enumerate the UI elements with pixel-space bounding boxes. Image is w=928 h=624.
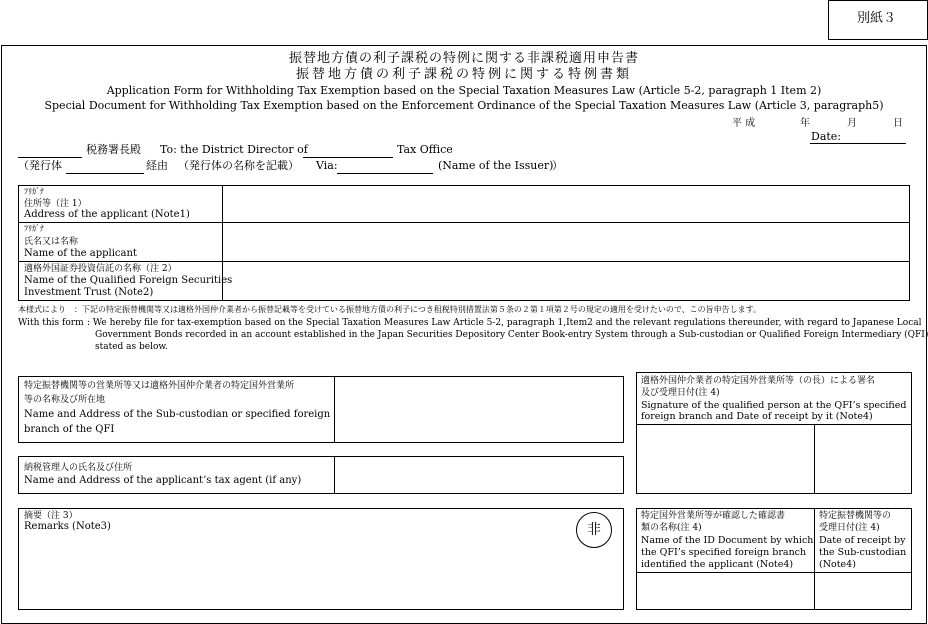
signature-box-divider	[814, 424, 815, 494]
applicant-name-jp: 氏名又は名称	[24, 237, 79, 247]
tax-office-jp-blank	[18, 157, 82, 158]
declaration-en-3: stated as below.	[95, 342, 168, 352]
applicant-row-line-1	[18, 222, 910, 223]
applicant-row-line-2	[18, 261, 910, 262]
subcustodian-divider	[334, 376, 335, 443]
subcustodian-field[interactable]	[338, 378, 620, 440]
declaration-en-label: With this form	[18, 318, 84, 328]
date-heisei: 平 成	[732, 118, 756, 129]
title-en-2: Special Document for Withholding Tax Exemption based on the Enforcement Ordinance of the Special Taxation Measures Law (Article 3, paragraph5)	[44, 99, 884, 112]
to-label: To: the District Director of	[160, 143, 308, 156]
declaration-en-1: : We hereby file for tax-exemption based on the Special Taxation Measures Law Article 5-2, paragraph 1,Item2 and the relevant regulations thereunder, with regard to Japanese Local	[87, 318, 922, 328]
trust-name-en-2: Investment Trust (Note2)	[24, 287, 154, 298]
receipt-jp-1: 特定振替機関等の	[819, 511, 892, 521]
declaration-jp: 本様式により ：下記の特定振替機関等又は適格外国仲介業者から振替記載等を受けている振替地方債の利子につき租税特別措置法第５条の２第１項第２号の規定の適用を受けたいので、この旨申告します。	[18, 305, 762, 314]
applicant-name-en: Name of the applicant	[24, 248, 137, 259]
applicant-name-field[interactable]	[226, 225, 906, 259]
trust-name-jp: 適格外国証券投資信託の名称（注 2）	[24, 264, 177, 274]
remarks-jp: 摘要（注 3）	[24, 511, 78, 521]
tax-agent-jp: 納税管理人の氏名及び住所	[24, 463, 133, 473]
signature-box-line	[636, 424, 912, 425]
date-month: 月	[847, 118, 857, 129]
trust-name-field[interactable]	[226, 264, 906, 299]
applicant-address-jp: 住所等（注 1）	[24, 199, 87, 209]
applicant-address-en: Address of the applicant (Note1)	[24, 209, 190, 220]
receipt-date-field[interactable]	[818, 575, 908, 607]
id-doc-jp-2: 類の名称(注 4)	[641, 523, 702, 533]
receipt-en-1: Date of receipt by	[819, 535, 906, 546]
id-doc-en-1: Name of the ID Document by which	[641, 535, 814, 546]
tax-agent-en: Name and Address of the applicant’s tax agent (if any)	[24, 475, 302, 486]
receipt-jp-2: 受理日付(注 4)	[819, 523, 880, 533]
issuer-close-paren: ）	[552, 159, 563, 172]
remarks-field[interactable]	[24, 536, 574, 606]
id-doc-jp-1: 特定国外営業所等が確認した確認書	[641, 511, 786, 521]
non-taxable-stamp-char: 非	[587, 522, 601, 538]
date-label: Date:	[811, 130, 842, 143]
subcustodian-jp-1: 特定振替機関等の営業所等又は適格外国仲介業者の特定国外営業所	[24, 381, 295, 391]
applicant-name-furigana: ﾌﾘｶﾞﾅ	[24, 224, 44, 233]
issuer-jp-blank[interactable]	[66, 173, 144, 174]
declaration-en-2: Government Bonds recorded in an account established in the Japan Securities Depository Center Book-entry System through a Sub-custodian or Qualified Foreign Intermediary (QFI)	[95, 330, 928, 340]
id-document-field[interactable]	[640, 575, 810, 607]
signature-jp-2: 及び受理日付(注 4)	[641, 388, 720, 398]
trust-name-en-1: Name of the Qualified Foreign Securities	[24, 275, 233, 286]
tax-office-label: Tax Office	[397, 143, 453, 156]
signature-en-1: Signature of the qualified person at the QFI’s specified	[641, 400, 907, 411]
receipt-en-3: (Note4)	[819, 559, 856, 570]
via-jp: 経由	[146, 159, 168, 172]
remarks-en: Remarks (Note3)	[24, 521, 111, 532]
subcustodian-jp-2: 等の名称及び所在地	[24, 395, 106, 405]
via-label: Via:	[316, 159, 338, 172]
issuer-name-blank[interactable]	[337, 173, 433, 174]
issuer-note-jp: （発行体の名称を記載）	[178, 159, 299, 172]
issuer-prefix-jp: （発行体	[18, 159, 62, 172]
attachment-tag-label: 別紙３	[857, 11, 897, 26]
id-document-divider	[814, 508, 815, 610]
title-jp-2: 振替地方債の利子課税の特例に関する特例書類	[295, 67, 632, 82]
applicant-address-field[interactable]	[226, 188, 906, 220]
signature-jp-1: 適格外国仲介業者の特定国外営業所等（の長）による署名	[641, 376, 876, 386]
tax-agent-field[interactable]	[338, 458, 620, 491]
signature-field[interactable]	[640, 428, 810, 490]
attachment-tag	[828, 0, 928, 40]
subcustodian-en-1: Name and Address of the Sub-custodian or specified foreign	[24, 409, 331, 420]
applicant-address-furigana: ﾌﾘｶﾞﾅ	[24, 187, 44, 196]
subcustodian-en-2: branch of the QFI	[24, 424, 115, 435]
non-taxable-stamp	[576, 512, 612, 548]
district-director-jp: 税務署長殿	[86, 143, 141, 156]
id-doc-en-3: identified the applicant (Note4)	[641, 559, 794, 570]
id-document-line	[636, 572, 912, 573]
title-jp-1: 振替地方債の利子課税の特例に関する非課税適用申告書	[288, 51, 639, 66]
signature-en-2: foreign branch and Date of receipt by it (Note4)	[641, 411, 873, 422]
id-doc-en-2: the QFI’s specified foreign branch	[641, 547, 807, 558]
date-day: 日	[893, 118, 903, 129]
receipt-en-2: the Sub-custodian	[819, 547, 907, 558]
signature-date-field[interactable]	[818, 428, 908, 490]
date-year: 年	[800, 118, 810, 129]
tax-agent-divider	[334, 456, 335, 494]
tax-office-blank[interactable]	[303, 157, 393, 158]
issuer-name-label: (Name of the Issuer)	[438, 159, 554, 172]
title-en-1: Application Form for Withholding Tax Exemption based on the Special Taxation Measures Law (Article 5-2, paragraph 1 Item 2)	[106, 84, 822, 97]
date-underline	[810, 143, 906, 144]
